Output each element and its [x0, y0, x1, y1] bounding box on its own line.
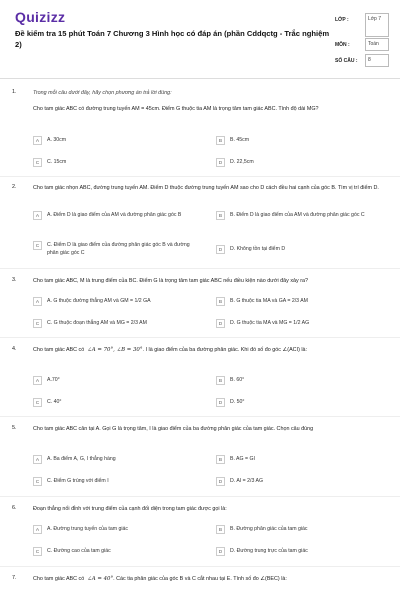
option-text: A. 30cm — [47, 137, 67, 143]
socau-label: SỐ CÂU : — [335, 58, 358, 64]
option-letter-box: C — [33, 477, 42, 486]
option-letter-box: D — [216, 477, 225, 486]
lop-value: Lớp 7 — [368, 16, 382, 22]
option-letter-box: D — [216, 319, 225, 328]
worksheet-header — [0, 0, 400, 76]
angle-expression: ∠A = 70°, ∠B = 30° — [87, 347, 143, 353]
option-letter-box: D — [216, 398, 225, 407]
option-letter-box: D — [216, 158, 225, 167]
option-letter-box: C — [33, 158, 42, 167]
option-text: A. Ba điểm A, G, I thẳng hàng — [47, 456, 116, 462]
option-text: C. G thuộc đoạn thẳng AM và MG = 2/3 AM — [47, 320, 147, 326]
option-text: D. AI = 2/3 AG — [230, 478, 264, 484]
question-text: Cho tam giác nhọn ABC, đường trung tuyến AM. Điểm D thuộc đường trung tuyến AM sao cho D cách đều hai cạnh của góc B. Tìm vị trí điểm D. — [33, 185, 379, 191]
option-letter-box: C — [33, 319, 42, 328]
question-text: Cho tam giác ABC có đường trung tuyến AM = 45cm. Điểm G thuộc tia AM là trọng tâm tam giác ABC. Tính độ dài MG? — [33, 106, 319, 112]
option-letter-box: B — [216, 136, 225, 145]
option-text: C. Đường cao của tam giác — [47, 548, 111, 554]
lop-label: LỚP : — [335, 17, 349, 23]
question-text: Cho tam giác ABC, M là trung điểm của BC. Điểm G là trọng tâm tam giác ABC nếu điều kiện nào dưới đây xảy ra? — [33, 278, 309, 284]
header-divider — [0, 78, 400, 79]
option-letter-box: B — [216, 297, 225, 306]
option-text: A. Đường trung tuyến của tam giác — [47, 526, 128, 532]
option-text: A. Điểm D là giao điểm của AM và đường phân giác góc B — [47, 212, 182, 218]
question-number: 4. — [12, 346, 17, 352]
option-text: B. 60° — [230, 377, 245, 383]
socau-value: 8 — [368, 57, 371, 63]
option-text: D. Đường trung trực của tam giác — [230, 548, 308, 554]
option-letter-box: A — [33, 525, 42, 534]
option-text: A.70° — [47, 377, 60, 383]
question-divider — [0, 268, 400, 269]
option-text: C. 40° — [47, 399, 62, 405]
worksheet-title: Đề kiểm tra 15 phút Toán 7 Chương 3 Hình học có đáp án (phần Cddqctg - Trắc nghiệm 2) — [15, 29, 330, 49]
mon-value: Toán — [368, 41, 379, 47]
question-intro: Trong mỗi câu dưới đây, hãy chọn phương án trả lời đúng: — [33, 90, 172, 96]
question-divider — [0, 337, 400, 338]
quizizz-logo: Quizizz — [15, 9, 66, 25]
question-text-part: Cho tam giác ABC có — [33, 576, 85, 582]
option-letter-box: D — [216, 547, 225, 556]
option-letter-box: B — [216, 525, 225, 534]
option-letter-box: A — [33, 297, 42, 306]
option-letter-box: A — [33, 455, 42, 464]
question-divider — [0, 176, 400, 177]
question-number: 5. — [12, 425, 17, 431]
question-divider — [0, 566, 400, 567]
option-letter-box: B — [216, 211, 225, 220]
question-text-part: . Các tia phân giác của góc B và C cắt nhau tại E. Tính số đo ∠(BEC) là: — [113, 576, 287, 582]
question-divider — [0, 496, 400, 497]
question-text — [33, 575, 393, 584]
question-number: 1. — [12, 89, 17, 95]
option-text: C. 15cm — [47, 159, 67, 165]
option-text: B. 45cm — [230, 137, 250, 143]
question-number: 6. — [12, 505, 17, 511]
option-letter-box: B — [216, 376, 225, 385]
question-number: 3. — [12, 277, 17, 283]
question-number: 2. — [12, 184, 17, 190]
option-text: B. Đường phân giác của tam giác — [230, 526, 308, 532]
option-text: B. G thuộc tia MA và GA = 2/3 AM — [230, 298, 308, 304]
question-text-part: Cho tam giác ABC có — [33, 347, 85, 353]
option-text: D. 50° — [230, 399, 245, 405]
option-text: C. Điểm G trùng với điểm I — [47, 478, 109, 484]
option-letter-box: A — [33, 376, 42, 385]
option-text: B. AG = GI — [230, 456, 255, 462]
question-text — [33, 346, 393, 355]
option-text: A. G thuộc đường thẳng AM và GM = 1/2 GA — [47, 298, 151, 304]
option-text: C. Điểm D là giao điểm của đường phân giác góc B và đường phân giác góc C — [47, 242, 190, 256]
mon-label: MÔN : — [335, 42, 350, 48]
question-text: Cho tam giác ABC cân tại A. Gọi G là trọng tâm, I là giao điểm của ba đường phân giác của tam giác. Chọn câu đúng — [33, 426, 314, 432]
option-letter-box: B — [216, 455, 225, 464]
option-letter-box: A — [33, 211, 42, 220]
question-text: Đoạn thẳng nối đỉnh với trung điểm của cạnh đối diện trong tam giác được gọi là: — [33, 506, 227, 512]
option-text: D. 22,5cm — [230, 159, 254, 165]
option-letter-box: C — [33, 241, 42, 250]
option-letter-box: C — [33, 547, 42, 556]
option-letter-box: C — [33, 398, 42, 407]
question-text-part: . I là giao điểm của ba đường phân giác. Khi đó số đo góc ∠(ACI) là: — [142, 347, 308, 353]
option-text: D. G thuộc tia MA và MG = 1/2 AG — [230, 320, 310, 326]
option-letter-box: D — [216, 245, 225, 254]
question-divider — [0, 416, 400, 417]
option-letter-box: A — [33, 136, 42, 145]
question-number: 7. — [12, 575, 17, 581]
angle-expression: ∠A = 40° — [87, 576, 114, 582]
option-text: B. Điểm D là giao điểm của AM và đường phân giác góc C — [230, 212, 365, 218]
option-text: D. Không tồn tại điểm D — [230, 246, 286, 252]
